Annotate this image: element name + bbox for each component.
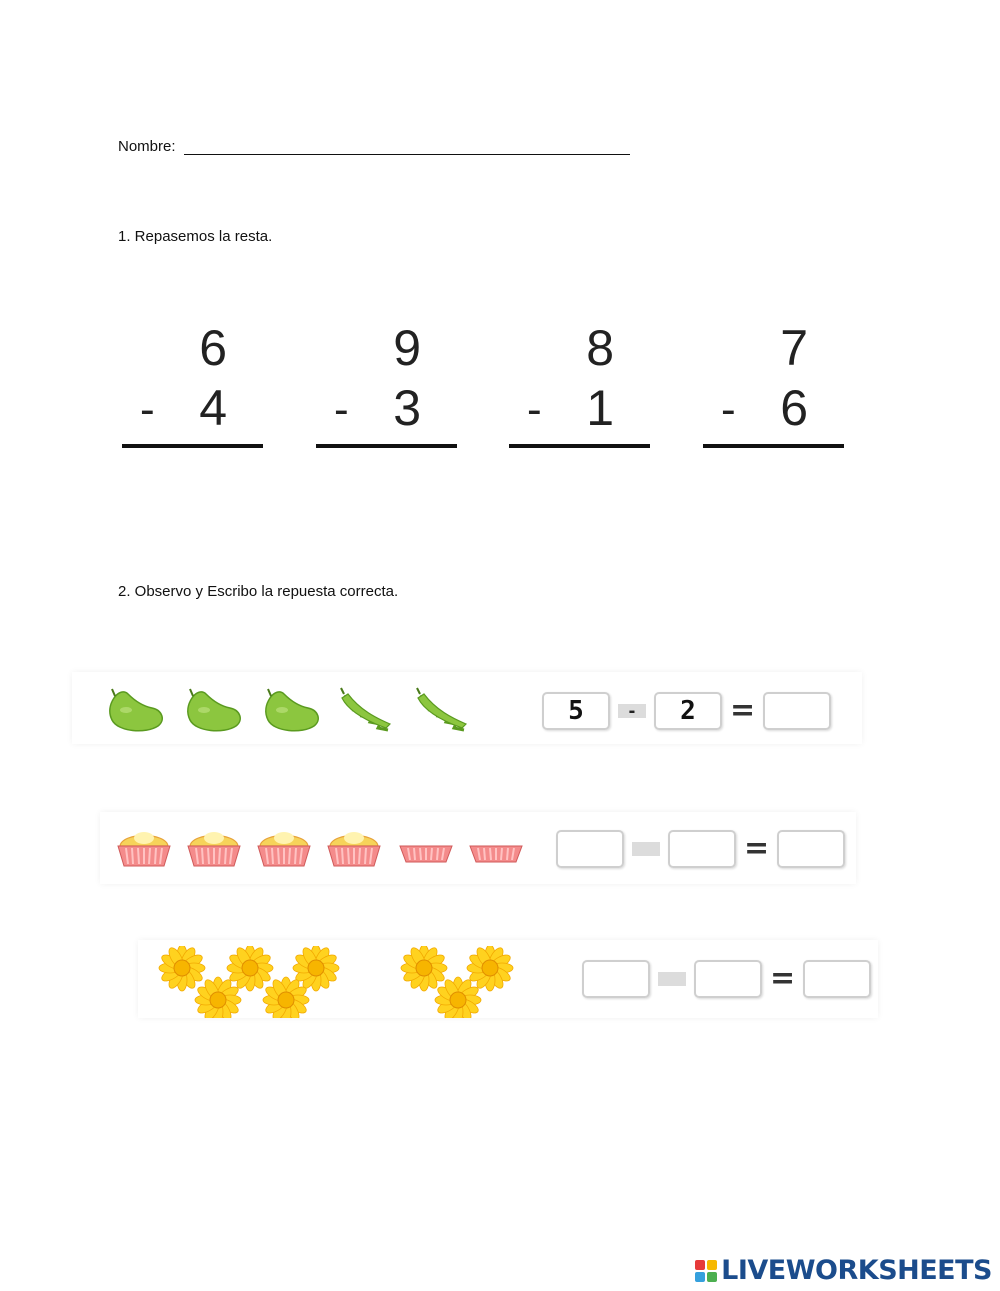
minus-sign: - <box>527 385 542 434</box>
sunflower-icon <box>467 946 513 991</box>
pear-icon <box>188 689 240 731</box>
sunflower-icon <box>435 977 481 1018</box>
subtrahend: 6 <box>780 380 808 436</box>
logo-text: LIVEWORKSHEETS <box>721 1255 992 1286</box>
equals-sign: = <box>730 693 756 728</box>
minuend: 6 <box>199 320 227 376</box>
answer-line[interactable] <box>122 444 263 448</box>
name-row <box>118 138 630 155</box>
subtraction-problem-1 <box>118 318 263 458</box>
subtrahend-box: 2 <box>654 692 722 730</box>
sunflower-icon <box>195 977 241 1018</box>
subtraction-problem-3 <box>505 318 650 458</box>
subtrahend-box[interactable] <box>668 830 736 868</box>
answer-box[interactable] <box>803 960 871 998</box>
cupcake-icon <box>328 832 380 866</box>
pear-core-icon <box>417 688 466 730</box>
sunflower-icon <box>263 977 309 1018</box>
minuend-box: 5 <box>542 692 610 730</box>
answer-box[interactable] <box>777 830 845 868</box>
minuend: 8 <box>586 320 614 376</box>
answer-line[interactable] <box>703 444 844 448</box>
cupcake-icon <box>118 832 170 866</box>
pear-icon <box>266 689 318 731</box>
subtrahend: 4 <box>199 380 227 436</box>
subtrahend: 1 <box>586 380 614 436</box>
empty-cupcake-liner-icon <box>400 846 452 862</box>
logo-blocks-icon <box>695 1260 717 1282</box>
answer-box[interactable] <box>763 692 831 730</box>
section1-title: 1. Repasemos la resta. <box>118 228 273 245</box>
subtraction-problem-2 <box>312 318 457 458</box>
name-input-line[interactable] <box>184 139 630 155</box>
sunflower-icon <box>401 946 447 991</box>
minus-sign: - <box>334 385 349 434</box>
minuend: 9 <box>393 320 421 376</box>
sunflower-icon <box>159 946 205 991</box>
answer-line[interactable] <box>316 444 457 448</box>
minus-box <box>632 842 660 856</box>
minus-sign: - <box>721 385 736 434</box>
answer-line[interactable] <box>509 444 650 448</box>
cupcake-row <box>100 812 856 884</box>
empty-cupcake-liner-icon <box>470 846 522 862</box>
section2-title: 2. Observo y Escribo la repuesta correcta. <box>118 583 399 600</box>
pear-icon <box>110 689 162 731</box>
sunflower-icon <box>293 946 339 991</box>
minus-box: - <box>618 704 646 718</box>
equals-sign: = <box>770 961 796 996</box>
cupcake-icon <box>188 832 240 866</box>
minuend-box[interactable] <box>582 960 650 998</box>
equals-sign: = <box>744 831 770 866</box>
pear-group <box>102 686 482 736</box>
cupcake-group <box>114 822 534 874</box>
minuend: 7 <box>780 320 808 376</box>
cupcake-icon <box>258 832 310 866</box>
equation-row-2 <box>556 830 845 868</box>
minuend-box[interactable] <box>556 830 624 868</box>
pear-row <box>72 672 862 744</box>
sunflower-icon <box>227 946 273 991</box>
sunflower-row <box>138 940 878 1018</box>
name-label: Nombre: <box>118 138 176 155</box>
pear-core-icon <box>341 688 390 730</box>
subtrahend: 3 <box>393 380 421 436</box>
sunflower-group <box>148 946 538 1018</box>
subtraction-problem-4 <box>699 318 844 458</box>
minus-box <box>658 972 686 986</box>
liveworksheets-logo <box>695 1255 992 1286</box>
minus-sign: - <box>140 385 155 434</box>
subtrahend-box[interactable] <box>694 960 762 998</box>
equation-row-1 <box>542 692 831 730</box>
equation-row-3 <box>582 960 871 998</box>
